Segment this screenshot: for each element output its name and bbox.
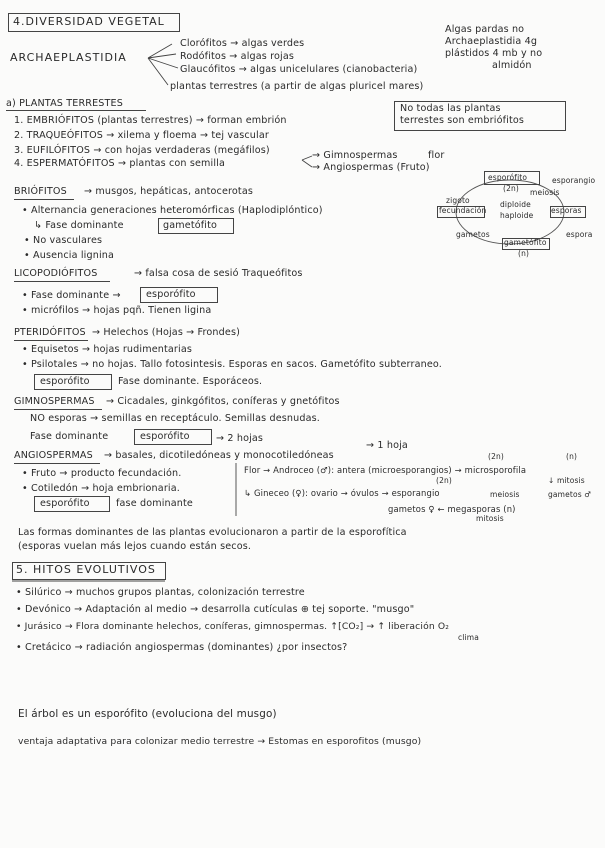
pter-line-3: Fase dominante. Esporáceos.: [118, 376, 263, 387]
angio-gametos-m: gametos ♂: [548, 490, 592, 499]
angio-underline: [14, 463, 100, 464]
branch-plantas-terrestres: plantas terrestres (a partir de algas pluricel mares): [170, 81, 424, 92]
hito-silurico: • Silúrico → muchos grupos plantas, colonización terrestre: [16, 587, 305, 598]
brio-line-2: ↳ Fase dominante: [34, 220, 124, 231]
lico-line-2: • micrófilos → hojas pqñ. Tienen ligina: [22, 305, 212, 316]
side-note-3: plástidos 4 mb y no: [445, 48, 543, 59]
brio-gametofito: gametófito: [163, 220, 218, 231]
pter-esporofito: esporófito: [40, 376, 90, 387]
cycle-meiosis: meiosis: [530, 188, 560, 197]
brio-line-1: • Alternancia generaciones heteromórficas (Haplodiplóntico): [22, 205, 323, 216]
pteridofitos-title: PTERIDÓFITOS: [14, 327, 86, 338]
angiospermas-title: ANGIOSPERMAS: [14, 450, 93, 461]
angio-mitosis-bottom: mitosis: [476, 514, 504, 523]
briofitos-desc: → musgos, hepáticas, antocerotas: [84, 186, 254, 197]
side-note-4: almidón: [492, 60, 532, 71]
hito-jurasico-clima: clima: [458, 633, 479, 642]
briofitos-underline: [14, 199, 74, 200]
gimno-line-2: Fase dominante: [30, 431, 109, 442]
pter-underline: [14, 340, 88, 341]
cycle-diploide: diploide: [500, 200, 531, 209]
angio-desc: → basales, dicotiledóneas y monocotiledóneas: [104, 450, 334, 461]
hito-devonico: • Devónico → Adaptación al medio → desarrolla cutículas ⊕ tej soporte. "musgo": [16, 604, 415, 615]
pt-item-4: 4. ESPERMATÓFITOS → plantas con semilla: [14, 158, 226, 169]
gimno-desc: → Cicadales, ginkgófitos, coníferas y gnetófitos: [106, 396, 340, 407]
note-box-line-1: No todas las plantas: [400, 103, 501, 114]
section-4-title: 4.DIVERSIDAD VEGETAL: [13, 15, 165, 28]
lico-underline: [14, 281, 110, 282]
lico-line-1: • Fase dominante →: [22, 290, 121, 301]
pt-item-2: 2. TRAQUEÓFITOS → xilema y floema → tej vascular: [14, 130, 269, 141]
pt-angiospermas: → Angiospermas (Fruto): [312, 162, 430, 173]
angio-line-1: • Fruto → producto fecundación.: [22, 468, 182, 479]
hito-jurasico: • Jurásico → Flora dominante helechos, coníferas, gimnospermas. ↑[CO₂] → ↑ liberación O₂: [16, 621, 450, 632]
gimno-esporofito: esporófito: [140, 431, 190, 442]
cycle-haploide: haploide: [500, 211, 534, 220]
heading-underline: [6, 110, 146, 111]
gimnospermas-title: GIMNOSPERMAS: [14, 396, 95, 407]
angio-line-3: fase dominante: [116, 498, 193, 509]
branch-rodofitos: Rodófitos → algas rojas: [180, 51, 295, 62]
gimno-line-1: NO esporas → semillas en receptáculo. Semillas desnudas.: [30, 413, 320, 424]
branch-clorofitos: Clorófitos → algas verdes: [180, 38, 305, 49]
cycle-gametos: gametos: [456, 230, 490, 239]
angio-n-top: (n): [566, 452, 578, 461]
brio-line-3: • No vasculares: [24, 235, 103, 246]
gimno-underline: [14, 409, 102, 410]
angio-flor-androceo: Flor → Androceo (♂): antera (microesporangios) → microsporofila: [244, 465, 527, 475]
cycle-gametofito: gametófito: [504, 238, 547, 247]
cycle-esporas: esporas: [551, 206, 582, 215]
note-box-line-2: terrestes son embriófitos: [400, 115, 525, 126]
pter-line-2: • Psilotales → no hojas. Tallo fotosintesis. Esporas en sacos. Gametófito subterraneo.: [22, 359, 442, 370]
cycle-esporangio: esporangio: [552, 176, 596, 185]
cycle-esporofito: esporófito: [488, 173, 528, 182]
footer-line-2: ventaja adaptativa para colonizar medio terrestre → Estomas en esporofitos (musgo): [18, 736, 422, 747]
cycle-fecundacion: fecundación: [439, 206, 487, 215]
angio-flor-gineceo: ↳ Gineceo (♀): ovario → óvulos → esporangio: [244, 488, 440, 498]
cycle-zigoto: zigoto: [446, 196, 470, 205]
summary-line-2: (esporas vuelan más lejos cuando están secos.: [18, 541, 252, 552]
footer-line-1: El árbol es un esporófito (evoluciona del musgo): [18, 708, 277, 720]
plantas-terrestres-heading: a) PLANTAS TERRESTES: [6, 98, 123, 109]
archaeplastidia-label: ARCHAEPLASTIDIA: [10, 51, 127, 64]
angio-2n: (2n): [488, 452, 504, 461]
pt-item-3: 3. EUFILÓFITOS → con hojas verdaderas (megáfilos): [14, 145, 270, 156]
lico-esporofito: esporófito: [146, 289, 196, 300]
pt-item-1: 1. EMBRIÓFITOS (plantas terrestres) → forman embrión: [14, 115, 287, 126]
lico-desc: → falsa cosa de sesió Traqueófitos: [134, 268, 303, 279]
brio-line-4: • Ausencia lignina: [24, 250, 115, 261]
briofitos-title: BRIÓFITOS: [14, 186, 67, 197]
licopodiofitos-title: LICOPODIÓFITOS: [14, 268, 98, 279]
angio-1hoja: → 1 hoja: [366, 440, 408, 451]
angio-meiosis: meiosis: [490, 490, 520, 499]
section-5-title: 5. HITOS EVOLUTIVOS: [16, 563, 156, 576]
pter-desc: → Helechos (Hojas → Frondes): [92, 327, 240, 338]
pter-line-1: • Equisetos → hojas rudimentarias: [22, 344, 193, 355]
angio-esporofito: esporófito: [40, 498, 90, 509]
pt-gimnospermas: → Gimnospermas: [312, 150, 398, 161]
side-note-1: Algas pardas no: [445, 24, 525, 35]
gimno-2hojas: → 2 hojas: [216, 433, 264, 444]
angio-line-2: • Cotiledón → hoja embrionaria.: [22, 483, 180, 494]
side-note-2: Archaeplastidia 4g: [445, 36, 538, 47]
cycle-espora: espora: [566, 230, 593, 239]
angio-bottom-line: gametos ♀ ← megasporas (n): [388, 504, 516, 514]
cycle-n: (n): [518, 249, 530, 258]
hito-cretacico: • Cretácico → radiación angiospermas (dominantes) ¿por insectos?: [16, 642, 348, 653]
angio-mitosis-side: ↓ mitosis: [548, 476, 585, 485]
summary-line-1: Las formas dominantes de las plantas evolucionaron a partir de la esporofítica: [18, 527, 407, 538]
branch-glaucofitos: Glaucófitos → algas unicelulares (cianobacteria): [180, 64, 418, 75]
cycle-2n: (2n): [503, 184, 519, 193]
angio-2n-b: (2n): [436, 476, 452, 485]
pt-flor: flor: [428, 150, 445, 161]
